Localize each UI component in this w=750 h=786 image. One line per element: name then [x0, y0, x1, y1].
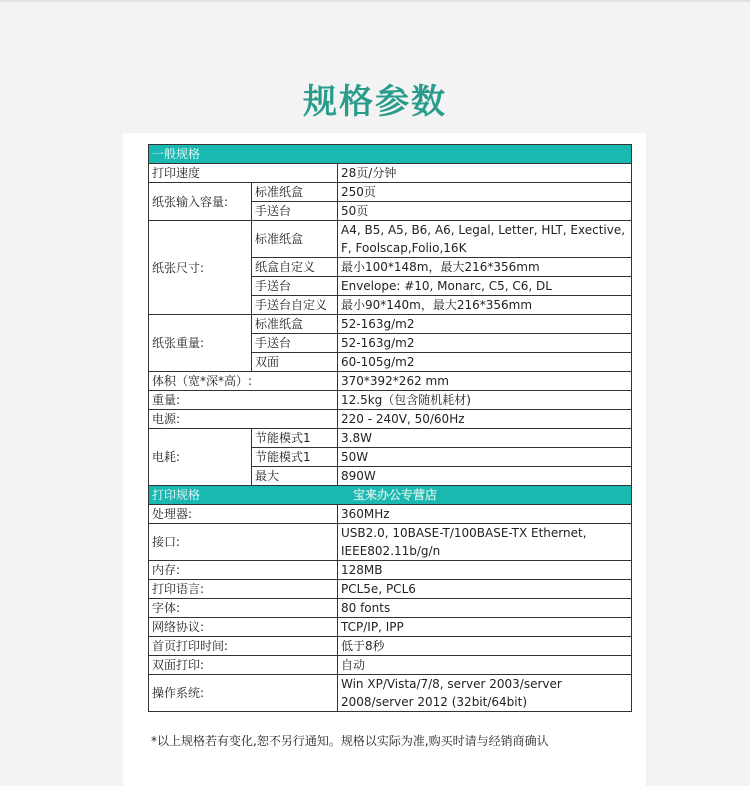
row-label: 纸张尺寸:: [149, 221, 252, 315]
row-value: PCL5e, PCL6: [338, 580, 632, 599]
row-label: 双面打印:: [149, 656, 338, 675]
row-value: 60-105g/m2: [338, 353, 632, 372]
row-sublabel: 标准纸盒: [252, 183, 338, 202]
table-row: [149, 599, 632, 618]
table-row: [149, 164, 632, 183]
table-row: [149, 429, 632, 448]
row-value: 50W: [338, 448, 632, 467]
row-sublabel: 手送台自定义: [252, 296, 338, 315]
table-row: [149, 637, 632, 656]
row-sublabel: 标准纸盒: [252, 221, 338, 258]
row-label: 网络协议:: [149, 618, 338, 637]
row-value: 80 fonts: [338, 599, 632, 618]
footnote: *以上规格若有变化,恕不另行通知。规格以实际为准,购买时请与经销商确认: [151, 734, 549, 748]
row-value: 52-163g/m2: [338, 334, 632, 353]
table-row: [149, 221, 632, 258]
row-label: 纸张重量:: [149, 315, 252, 372]
row-sublabel: 标准纸盒: [252, 315, 338, 334]
row-sublabel: 节能模式1: [252, 429, 338, 448]
spec-card: [123, 133, 646, 786]
row-value: 370*392*262 mm: [338, 372, 632, 391]
section-title: [149, 486, 632, 505]
row-label: 体积（宽*深*高）:: [149, 372, 338, 391]
row-value: 250页: [338, 183, 632, 202]
section-title: 一般规格: [149, 145, 632, 164]
row-label: 处理器:: [149, 505, 338, 524]
row-sublabel: 手送台: [252, 334, 338, 353]
table-row: [149, 183, 632, 202]
table-row: [149, 675, 632, 712]
row-value: 最小100*148m，最大216*356mm: [338, 258, 632, 277]
row-label: 重量:: [149, 391, 338, 410]
table-row: [149, 561, 632, 580]
table-row: [149, 618, 632, 637]
table-row: [149, 410, 632, 429]
watermark-text: 宝来办公专营店: [353, 488, 438, 502]
row-value: USB2.0, 10BASE-T/100BASE-TX Ethernet, IEEE802.11b/g/n: [338, 524, 632, 561]
top-divider: [0, 0, 750, 2]
row-sublabel: 节能模式1: [252, 448, 338, 467]
table-row: [149, 315, 632, 334]
section-header-general: [149, 145, 632, 164]
row-value: A4, B5, A5, B6, A6, Legal, Letter, HLT, Exective, F, Foolscap,Folio,16K: [338, 221, 632, 258]
table-row: [149, 372, 632, 391]
table-row: [149, 505, 632, 524]
table-row: [149, 656, 632, 675]
row-sublabel: 纸盒自定义: [252, 258, 338, 277]
row-value: 3.8W: [338, 429, 632, 448]
section-header-print: [149, 486, 632, 505]
row-label: 打印速度: [149, 164, 338, 183]
table-row: [149, 391, 632, 410]
row-value: 低于8秒: [338, 637, 632, 656]
table-row: [149, 580, 632, 599]
row-label: 字体:: [149, 599, 338, 618]
row-label: 接口:: [149, 524, 338, 561]
row-label: 电耗:: [149, 429, 252, 486]
row-label: 打印语言:: [149, 580, 338, 599]
row-value: 最小90*140m，最大216*356mm: [338, 296, 632, 315]
row-value: 28页/分钟: [338, 164, 632, 183]
row-label: 内存:: [149, 561, 338, 580]
row-value: 128MB: [338, 561, 632, 580]
row-label: 电源:: [149, 410, 338, 429]
row-label: 操作系统:: [149, 675, 338, 712]
row-value: 50页: [338, 202, 632, 221]
row-value: Win XP/Vista/7/8, server 2003/server 2008/server 2012 (32bit/64bit): [338, 675, 632, 712]
spec-table: [148, 144, 632, 712]
row-sublabel: 手送台: [252, 277, 338, 296]
table-row: [149, 524, 632, 561]
row-label: 纸张输入容量:: [149, 183, 252, 221]
page-title: 规格参数: [303, 82, 447, 122]
row-value: 12.5kg（包含随机耗材): [338, 391, 632, 410]
section-title-text: 打印规格: [152, 488, 201, 502]
row-value: 360MHz: [338, 505, 632, 524]
row-sublabel: 双面: [252, 353, 338, 372]
row-value: 890W: [338, 467, 632, 486]
row-value: TCP/IP, IPP: [338, 618, 632, 637]
row-value: Envelope: #10, Monarc, C5, C6, DL: [338, 277, 632, 296]
row-value: 220 - 240V, 50/60Hz: [338, 410, 632, 429]
row-value: 52-163g/m2: [338, 315, 632, 334]
row-label: 首页打印时间:: [149, 637, 338, 656]
row-sublabel: 最大: [252, 467, 338, 486]
row-sublabel: 手送台: [252, 202, 338, 221]
row-value: 自动: [338, 656, 632, 675]
